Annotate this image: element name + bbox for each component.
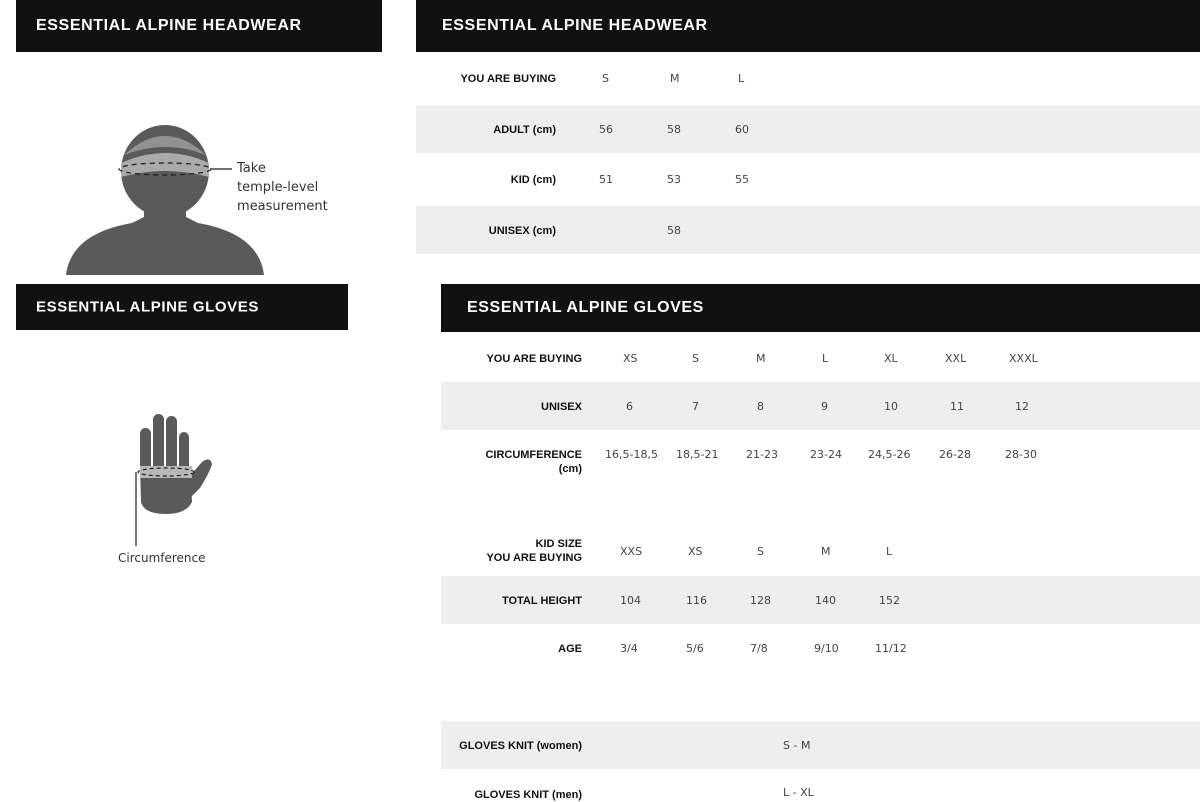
headwear-table-title-bar [416,0,1200,52]
gloves-cell: 9/10 [814,642,839,655]
gloves-cell: 7/8 [750,642,768,655]
hand-measurement-illustration [120,410,230,550]
headwear-cell: M [670,72,680,85]
gloves-table-title: ESSENTIAL ALPINE GLOVES [467,299,704,316]
headwear-cell: 53 [667,173,681,186]
headwear-cell: L [738,72,745,85]
gloves-label-line: CIRCUMFERENCE [485,449,582,461]
gloves-knit-value: S - M [783,739,811,752]
gloves-cell: 128 [750,594,771,607]
gloves-cell: XXL [945,352,967,365]
headwear-row-label: KID (cm) [510,174,556,186]
gloves-cell: 104 [620,594,641,607]
gloves-cell: 152 [879,594,900,607]
gloves-cell: 5/6 [686,642,704,655]
gloves-table-title-bar [441,284,1200,332]
gloves-cell: 9 [821,400,828,413]
headwear-cell: 51 [599,173,613,186]
gloves-cell: 6 [626,400,633,413]
gloves-cell: 140 [815,594,836,607]
gloves-cell: 116 [686,594,707,607]
gloves-cell: 7 [692,400,699,413]
gloves-cell: 18,5-21 [676,448,719,461]
gloves-cell: 12 [1015,400,1029,413]
gloves-knit-label: GLOVES KNIT (men) [474,789,582,801]
gloves-cell: M [756,352,766,365]
gloves-cell: L [822,352,829,365]
gloves-row-label: UNISEX [541,401,582,413]
gloves-measure-caption: Circumference [118,551,206,565]
gloves-row-label: YOU ARE BUYING [486,353,582,365]
gloves-cell: 28-30 [1005,448,1037,461]
gloves-cell: 3/4 [620,642,638,655]
gloves-cell: 23-24 [810,448,842,461]
gloves-cell: S [757,545,764,558]
head-measure-caption [237,159,328,216]
gloves-left-title: ESSENTIAL ALPINE GLOVES [36,298,260,316]
headwear-row-label: ADULT (cm) [493,124,556,136]
gloves-cell: 16,5-18,5 [605,448,658,461]
gloves-label-line: KID SIZE [535,538,582,550]
gloves-row-label: AGE [558,643,582,655]
gloves-label-line: (cm) [558,463,582,475]
gloves-cell: 10 [884,400,898,413]
headwear-row-label: UNISEX (cm) [488,225,556,237]
gloves-cell: 11/12 [875,642,907,655]
head-caption-line-1: Take [237,161,266,176]
gloves-cell: XS [688,545,703,558]
gloves-cell: M [821,545,831,558]
gloves-cell: 24,5-26 [868,448,911,461]
gloves-cell: 26-28 [939,448,971,461]
gloves-knit-label: GLOVES KNIT (women) [459,740,582,752]
headwear-cell: S [602,72,609,85]
head-caption-line-2: temple-level [237,180,319,195]
gloves-cell: 8 [757,400,764,413]
gloves-row-label [446,537,582,565]
thumb-shape [188,459,212,498]
gloves-cell: 11 [950,400,964,413]
headwear-cell: 56 [599,123,613,136]
headwear-row-label: YOU ARE BUYING [460,73,556,85]
headwear-left-title-bar [16,0,382,52]
gloves-cell: L [886,545,893,558]
gloves-cell: XXXL [1009,352,1038,365]
headwear-cell: 58 [667,224,681,237]
gloves-row-label: TOTAL HEIGHT [501,595,582,607]
gloves-cell: XXS [620,545,643,558]
gloves-knit-value: L - XL [783,786,814,799]
gloves-cell: S [692,352,699,365]
headwear-left-title: ESSENTIAL ALPINE HEADWEAR [36,17,302,34]
headwear-cell: 55 [735,173,749,186]
headwear-cell: 60 [735,123,749,136]
headwear-cell: 58 [667,123,681,136]
gloves-left-title-bar [16,284,348,330]
gloves-row-label [446,448,582,476]
gloves-label-line: YOU ARE BUYING [486,552,582,564]
gloves-cell: XS [623,352,638,365]
gloves-cell: XL [884,352,898,365]
head-caption-line-3: measurement [237,199,328,214]
gloves-cell: 21-23 [746,448,778,461]
headwear-table-title: ESSENTIAL ALPINE HEADWEAR [442,17,708,34]
